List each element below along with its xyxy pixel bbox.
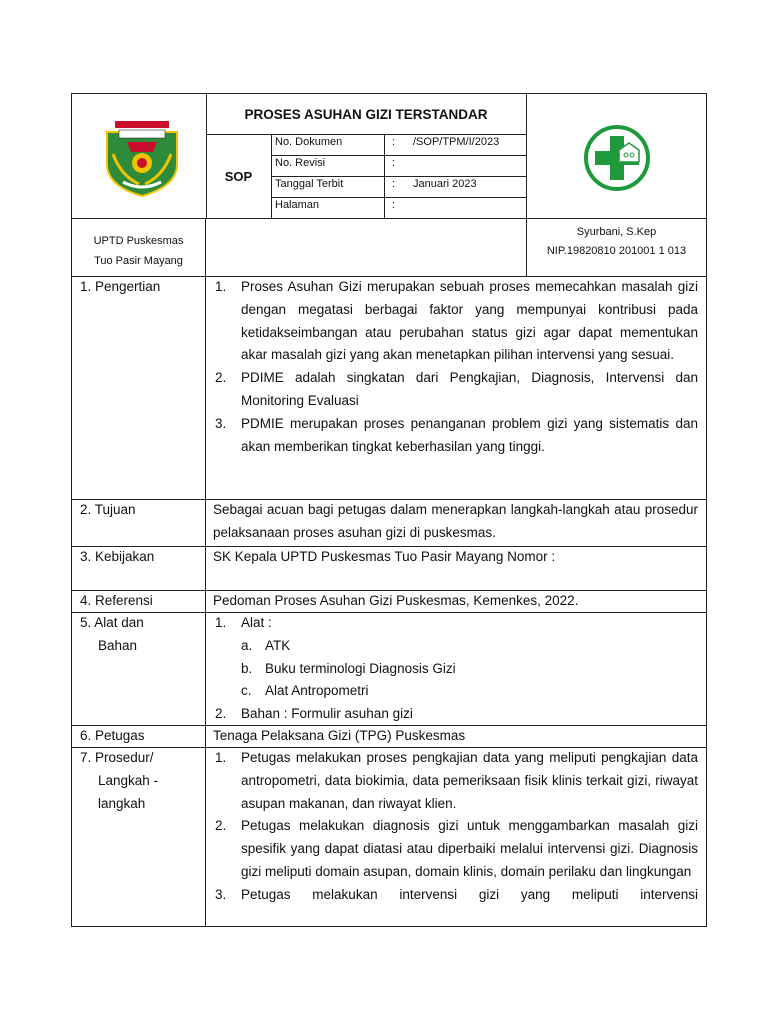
right-logo-cell [526,94,707,218]
signer-nip: NIP.19820810 201001 1 013 [546,245,687,257]
list-item: 3. PDMIE merupakan proses penanganan problem gizi yang sistematis dan akan memberikan tingkat keberhasilan yang tinggi. [215,415,698,454]
section-content [206,612,706,726]
section-pengertian [72,276,706,500]
list-item: 1. Alat : [215,615,272,630]
section-content: Sebagai acuan bagi petugas dalam menerapkan langkah-langkah atau prosedur pelaksanaan proses asuhan gizi di puskesmas. [213,502,698,540]
organization-name: UPTD Puskesmas Tuo Pasir Mayang [72,218,206,276]
section-label: 2. Tujuan [72,499,206,546]
list-item: 2. PDIME adalah singkatan dari Pengkajian, Diagnosis, Intervensi dan Monitoring Evaluasi [215,370,698,408]
document-meta [271,134,526,218]
section-kebijakan [72,546,706,591]
puskesmas-cross-icon [583,124,651,192]
section-label: 1. Pengertian [72,276,206,499]
section-label: 3. Kebijakan [72,546,206,590]
section-content: Tenaga Pelaksana Gizi (TPG) Puskesmas [213,728,466,743]
section-referensi [72,590,706,613]
section-prosedur [72,747,706,927]
sop-label: SOP [206,134,272,218]
left-logo-cell [72,94,207,218]
meta-row-dokumen: No. Dokumen : /SOP/TPM/I/2023 [271,134,526,156]
document-subheader [72,218,706,277]
list-item: 1. Petugas melakukan proses pengkajian data yang meliputi pengkajian data antropometri, data biokimia, data pemeriksaan fisik klinis terkait gizi, riwayat asupan makanan, dan riwayat klien. [215,750,698,811]
signer-block [526,218,706,276]
document-title: PROSES ASUHAN GIZI TERSTANDAR [206,94,526,135]
section-tujuan [72,499,706,547]
regional-emblem-icon [103,118,181,198]
section-label: 4. Referensi [72,590,206,612]
list-subitem: c. Alat Antropometri [241,683,369,699]
list-item: 3. Petugas melakukan intervensi gizi yang meliputi intervensi [215,886,698,902]
section-content [206,747,706,907]
list-item: 2. Bahan : Formulir asuhan gizi [215,706,413,722]
signer-name: Syurbani, S.Kep [576,226,657,238]
section-alat-bahan [72,612,706,726]
section-label: 7. Prosedur/ Langkah - langkah [72,747,206,927]
section-content: SK Kepala UPTD Puskesmas Tuo Pasir Mayang Nomor : [213,549,556,564]
document-header [72,94,706,219]
list-item: 2. Petugas melakukan diagnosis gizi untuk menggambarkan masalah gizi spesifik yang dapat diatasi atau diperbaiki melalui intervensi gizi. Diagnosis gizi meliputi domain asupan, domain klinis, domain perilaku dan lingkungan [215,818,698,879]
section-content: Pedoman Proses Asuhan Gizi Puskesmas, Kemenkes, 2022. [213,593,579,608]
meta-row-revisi: No. Revisi : [271,155,526,177]
list-subitem: a. ATK [241,637,291,653]
section-label: 6. Petugas [72,725,206,747]
meta-row-halaman: Halaman : [271,197,526,218]
list-item: 1. Proses Asuhan Gizi merupakan sebuah proses memecahkan masalah gizi dengan megatasi berbagai faktor yang mempunyai kontribusi pada ketidakseimbangan atau perubahan status gizi agar dapat mementukan akar masalah gizi yang akan menetapkan pilihan intervensi yang sesuai. [215,279,698,363]
section-label: 5. Alat dan Bahan [72,612,206,725]
section-content [206,276,706,458]
meta-row-tanggal-terbit: Tanggal Terbit : Januari 2023 [271,176,526,198]
list-subitem: b. Buku terminologi Diagnosis Gizi [241,660,456,676]
sop-document [71,93,707,927]
section-petugas [72,725,706,748]
subheader-blank [206,218,526,276]
